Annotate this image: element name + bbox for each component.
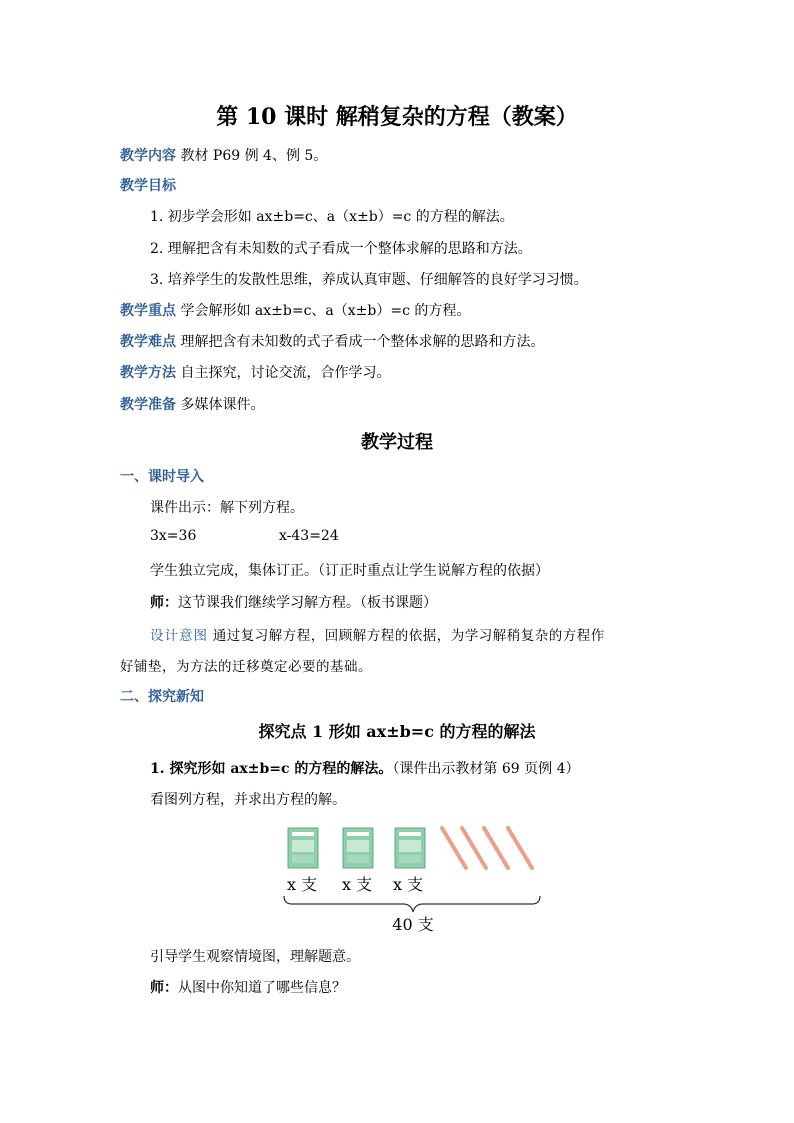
book-icon bbox=[343, 828, 373, 868]
design-intent-text-1: 通过复习解方程，回顾解方程的依据，为学习解稍复杂的方程作 bbox=[212, 628, 605, 644]
point-title: 探究点 1 形如 ax±b=c 的方程的解法 bbox=[258, 722, 536, 741]
figure-instruction: 看图列方程，并求出方程的解。 bbox=[150, 792, 346, 808]
key-point bbox=[120, 300, 470, 320]
book-label: x 支 bbox=[393, 875, 424, 894]
teaching-content-label: 教学内容 bbox=[120, 148, 176, 164]
teacher-line-2 bbox=[150, 977, 346, 997]
preparation bbox=[120, 394, 264, 414]
pencil-icon bbox=[442, 828, 466, 868]
method bbox=[120, 362, 390, 382]
key-point-text: 学会解形如 ax±b=c、a（x±b）=c 的方程。 bbox=[180, 303, 471, 319]
equation-1: 3x=36 bbox=[150, 528, 197, 544]
observe-line: 引导学生观察情境图，理解题意。 bbox=[150, 949, 360, 965]
process-title: 教学过程 bbox=[361, 432, 433, 453]
preparation-text: 多媒体课件。 bbox=[180, 397, 265, 413]
teacher-label: 师： bbox=[150, 980, 178, 996]
page-title: 第 10 课时 解稍复杂的方程（教案） bbox=[216, 104, 578, 130]
teaching-content-text: 教材 P69 例 4、例 5。 bbox=[180, 148, 328, 164]
section1-line1: 课件出示：解下列方程。 bbox=[150, 500, 304, 516]
section1-heading: 一、课时导入 bbox=[120, 469, 204, 485]
book-icon bbox=[395, 828, 425, 868]
teacher-text: 这节课我们继续学习解方程。（板书课题） bbox=[178, 595, 437, 611]
total-label: 40 支 bbox=[392, 915, 434, 934]
teacher-line-1 bbox=[150, 592, 437, 612]
difficulty bbox=[120, 331, 544, 351]
objective-item: 1. 初步学会形如 ax±b=c、a（x±b）=c 的方程的解法。 bbox=[150, 209, 514, 225]
pencil-icon bbox=[484, 828, 508, 868]
book-label: x 支 bbox=[287, 875, 318, 894]
objectives-label: 教学目标 bbox=[120, 178, 176, 194]
pencil-icon bbox=[508, 828, 532, 868]
section1-line2: 学生独立完成，集体订正。（订正时重点让学生说解方程的依据） bbox=[150, 563, 549, 579]
design-intent-line-1 bbox=[150, 624, 605, 644]
teaching-content bbox=[120, 145, 327, 165]
design-intent-label: 设计意图 bbox=[150, 628, 208, 644]
difficulty-text: 理解把含有未知数的式子看成一个整体求解的思路和方法。 bbox=[180, 334, 545, 350]
preparation-label: 教学准备 bbox=[120, 397, 176, 413]
book-icon bbox=[288, 828, 318, 868]
method-label: 教学方法 bbox=[120, 365, 176, 381]
pencil-icon bbox=[462, 828, 486, 868]
total-brace bbox=[284, 896, 540, 912]
objective-item: 3. 培养学生的发散性思维，养成认真审题、仔细解答的良好学习习惯。 bbox=[150, 272, 588, 288]
item1-line bbox=[150, 758, 580, 778]
item1-rest: （课件出示教材第 69 页例 4） bbox=[392, 761, 580, 777]
difficulty-label: 教学难点 bbox=[120, 334, 176, 350]
item1-bold: 1. 探究形如 ax±b=c 的方程的解法。 bbox=[150, 761, 393, 777]
book-label: x 支 bbox=[342, 875, 373, 894]
section2-heading: 二、探究新知 bbox=[120, 689, 204, 705]
teacher-label: 师： bbox=[150, 595, 178, 611]
objective-item: 2. 理解把含有未知数的式子看成一个整体求解的思路和方法。 bbox=[150, 241, 532, 257]
books-pencils-figure bbox=[270, 820, 560, 940]
design-intent-line-2: 好铺垫，为方法的迁移奠定必要的基础。 bbox=[120, 659, 372, 675]
key-point-label: 教学重点 bbox=[120, 303, 176, 319]
equation-2: x-43=24 bbox=[279, 528, 339, 544]
teacher-text: 从图中你知道了哪些信息？ bbox=[178, 980, 346, 996]
method-text: 自主探究，讨论交流，合作学习。 bbox=[180, 365, 391, 381]
